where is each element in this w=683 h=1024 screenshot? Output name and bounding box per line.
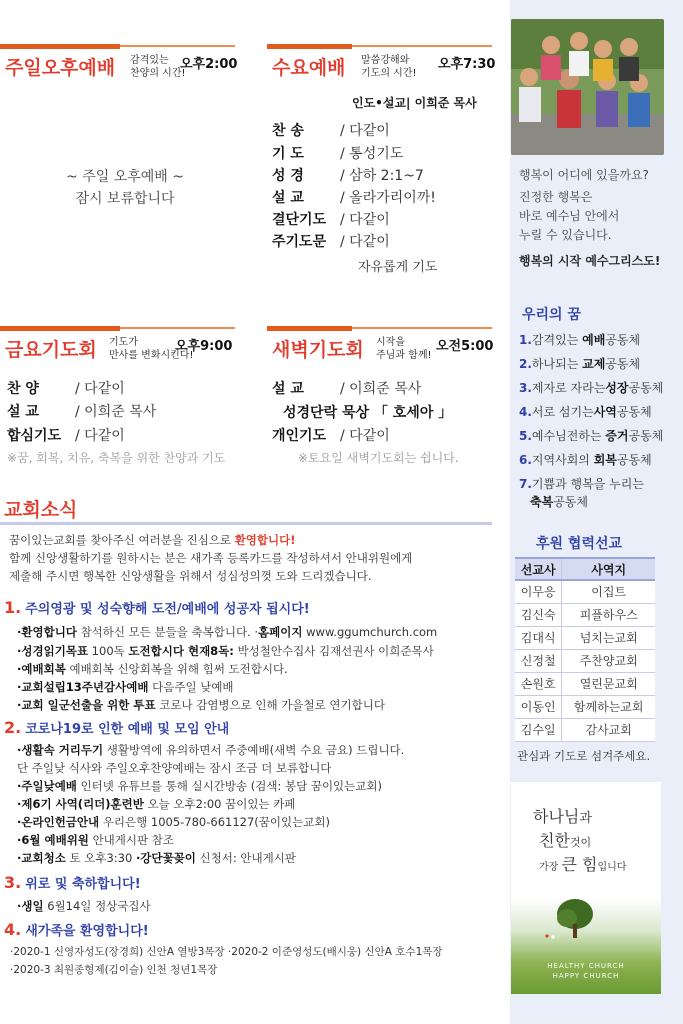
wednesday-time: 오후7:30: [438, 57, 496, 72]
dawn-text: 성경단락 묵상 「 호세아 」: [283, 405, 453, 421]
card-eng1: HEALTHY CHURCH: [547, 962, 625, 970]
card-eng2: HAPPY CHURCH: [552, 972, 620, 980]
dawn-section: [267, 326, 492, 366]
table-row: 손원호 열린문교회: [515, 672, 655, 695]
news-title: 교회소식: [4, 499, 78, 521]
friday-title: 금요기도회: [5, 339, 97, 361]
wednesday-title: 수요예배: [272, 57, 346, 79]
news-item: ·2020-3 최원종형제(김이슬) 인천 청년1목장: [10, 964, 218, 976]
church-card: [511, 782, 661, 994]
news-item: ·6월 예배위원 안내게시판 참조: [17, 833, 174, 847]
news-item: ·온라인헌금안내 우리은행 1005-780-661127(꿈이있는교회): [17, 815, 330, 829]
wednesday-leader: 인도•설교| 이희준 목사: [352, 96, 477, 110]
sunday-pm-line1: ~ 주일 오후예배 ~: [66, 169, 184, 185]
sunday-pm-section: [0, 44, 238, 84]
missionary-table: [515, 557, 655, 742]
sunday-pm-sub1: 감격있는: [130, 55, 169, 66]
happy-line4: 누릴 수 있습니다.: [519, 228, 612, 242]
table-header: 선교사: [515, 558, 562, 580]
news-item: ·주일낮예배 인터넷 유튜브를 통해 실시간방송 (검색: 봉담 꿈이있는교회): [17, 779, 382, 793]
table-row: 김수일 감사교회: [515, 718, 655, 741]
dawn-item: 설 교 / 이희준 목사: [272, 381, 422, 397]
card-line3: 가장 큰 힘입니다: [539, 855, 627, 874]
friday-sub2: 만사를 변화시킨다!: [109, 350, 194, 361]
table-row: 이동인 함께하는교회: [515, 695, 655, 718]
table-header: 사역지: [562, 558, 655, 580]
dream-item: 7.기쁨과 행복을 누리는: [519, 477, 644, 491]
happy-line1: 행복이 어디에 있을까요?: [519, 168, 649, 182]
news-item: 단 주일낮 식사와 주일오후찬양예배는 잠시 조금 더 보류합니다: [17, 761, 332, 775]
dawn-note: ※토요일 새벽기도회는 쉽니다.: [298, 451, 459, 465]
news-divider: [0, 522, 492, 525]
wednesday-section: [267, 44, 496, 84]
dawn-sub1: 시작을: [376, 337, 405, 348]
sunday-pm-sub2: 찬양의 시간!: [130, 68, 186, 79]
news-item: ·제6기 사역(리더)훈련반 오늘 오후2:00 꿈이있는 카페: [17, 797, 296, 811]
dream-item: 5.예수님전하는 증거공동체: [519, 429, 664, 443]
dream-item: 3.제자로 자라는성장공동체: [519, 381, 664, 395]
news-item: ·성경읽기목표 100독 도전합시다 현재8독: 박성철안수집사 김재선권사 이희준목사: [17, 644, 434, 658]
happy-line2: 진정한 행복은: [519, 190, 593, 204]
dawn-title: 새벽기도회: [272, 339, 364, 361]
wednesday-item: 결단기도 / 다같이: [272, 212, 390, 228]
news-item: ·예배회복 예배회복 신앙회복을 위해 힘써 도전합시다.: [17, 662, 288, 676]
news-item: ·교회설립13주년감사예배 다음주일 낮예배: [17, 680, 234, 694]
card-line2: 친한것이: [539, 831, 592, 850]
news-item: ·교회 일군선출을 위한 투표 코로나 감염병으로 인해 가을철로 연기합니다: [17, 698, 385, 712]
news-item: ·생일 6월14일 정상국집사: [17, 899, 151, 913]
wednesday-sub1: 말씀강해와: [361, 55, 410, 66]
news-heading-1: 1. 주의영광 및 성숙향해 도전/예배에 성공자 됩시다!: [4, 598, 310, 617]
dawn-time: 오전5:00: [436, 339, 494, 354]
sunday-pm-time: 오후2:00: [180, 57, 238, 72]
friday-sub1: 기도가: [109, 337, 138, 348]
dawn-item: 개인기도 / 다같이: [272, 428, 390, 444]
friday-item: 설 교 / 이희준 목사: [7, 404, 157, 420]
news-item: ·2020-1 신영자성도(장경희) 신안A 열방3목장 ·2020-2 이준영성도(배시웅) 신안A 호수1목장: [10, 946, 443, 958]
friday-item: 찬 양 / 다같이: [7, 381, 125, 397]
friday-note: ※꿈, 회복, 치유, 축복을 위한 찬양과 기도: [7, 451, 226, 465]
group-photo: [511, 19, 664, 155]
friday-time: 오후9:00: [175, 339, 233, 354]
happy-line3: 바로 예수님 안에서: [519, 209, 620, 223]
table-row: 김대식 넘치는교회: [515, 626, 655, 649]
sunday-pm-title: 주일오후예배: [5, 57, 116, 79]
wednesday-item: 설 교 / 올라가리이까!: [272, 190, 436, 206]
dream-item: 4.서로 섬기는사역공동체: [519, 405, 652, 419]
wednesday-sub2: 기도의 시간!: [361, 68, 417, 79]
news-item: ·생활속 거리두기 생활방역에 유의하면서 주중예배(새벽 수요 금요) 드립니다.: [17, 743, 405, 757]
news-item: ·환영합니다 참석하신 모든 분들을 축복합니다. ·홈페이지 www.ggumchurch.com: [17, 625, 438, 639]
table-row: 이무응 이집트: [515, 580, 655, 603]
wednesday-item: 찬 송 / 다같이: [272, 123, 390, 139]
happy-slogan: 행복의 시작 예수그리스도!: [519, 254, 661, 268]
dream-item: 1.감격있는 예배공동체: [519, 333, 641, 347]
dawn-sub2: 주님과 함께!: [376, 350, 432, 361]
friday-item: 합심기도 / 다같이: [7, 428, 125, 444]
wednesday-item: 성 경 / 삼하 2:1~7: [272, 168, 424, 184]
friday-section: [0, 326, 235, 366]
sunday-pm-line2: 잠시 보류합니다: [75, 191, 175, 207]
table-row: 김신숙 피플하우스: [515, 603, 655, 626]
dream-item: 2.하나되는 교제공동체: [519, 357, 641, 371]
news-heading-3: 3. 위로 및 축하합니다!: [4, 873, 141, 892]
dream-item: 6.지역사회의 회복공동체: [519, 453, 652, 467]
table-row: 신정철 주찬양교회: [515, 649, 655, 672]
support-title: 후원 협력선교: [536, 536, 623, 552]
news-item: ·교회청소 토 오후3:30 ·강단꽃꽂이 신청서: 안내게시판: [17, 851, 296, 865]
wednesday-closing: 자유롭게 기도: [358, 260, 438, 275]
wednesday-item: 주기도문 / 다같이: [272, 234, 390, 250]
news-heading-2: 2. 코로나19로 인한 예배 및 모임 안내: [4, 718, 230, 737]
dream-item: 축복공동체: [530, 495, 588, 509]
news-intro: 꿈이있는교회를 찾아주신 여러분을 진심으로 환영합니다! 함께 신앙생활하기를 원하시는 분은 새가족 등록카드를 작성하셔서 안내위원에게 제출해 주시면 행복한 신앙생활을 위해서 성심성의껏 도와 드리겠습니다.: [9, 533, 413, 583]
dream-title: 우리의 꿈: [522, 307, 581, 323]
card-line1: 하나님과: [533, 807, 592, 826]
wednesday-item: 기 도 / 통성기도: [272, 146, 404, 162]
pray-note: 관심과 기도로 섬겨주세요.: [517, 749, 651, 763]
news-heading-4: 4. 새가족을 환영합니다!: [4, 920, 149, 939]
